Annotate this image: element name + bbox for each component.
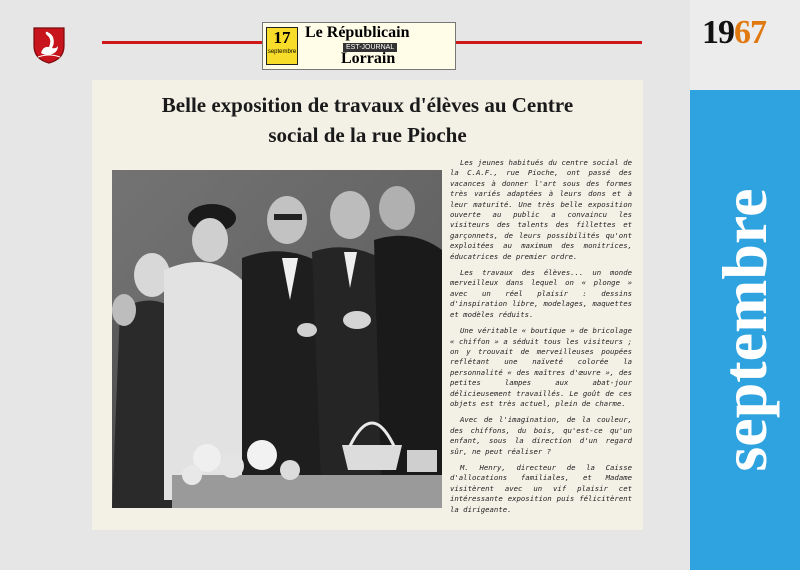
year-label — [702, 14, 766, 52]
masthead-subtitle: EST-JOURNAL — [343, 43, 397, 52]
swan-crest-icon — [32, 26, 66, 64]
article-body — [450, 158, 632, 521]
masthead-title-line2: Lorrain — [341, 50, 396, 67]
article-paragraph: Les travaux des élèves... un monde merveilleux dans lequel on « plonge » avec un réel plaisir : dessins d'inspiration libre, modelages, maquettes et modèles réduits. — [450, 268, 632, 319]
year-part-2: 67 — [734, 14, 766, 51]
headline-line-1: Belle exposition de travaux d'élèves au Centre — [161, 93, 574, 117]
newspaper-masthead — [262, 22, 456, 70]
article-paragraph: Une véritable « boutique » de bricolage « chiffon » a séduit tous les visiteurs ; on y trouvait de merveilleuses poupées reflétant une naïveté colorée la personnalité « des maîtres d'œuvre », des petites lampes aux abat-jour délicieusement travaillés. Le goût de ces objets est très actuel, plein de charme. — [450, 326, 632, 408]
month-sidebar — [690, 0, 800, 570]
month-label-vertical: septembre — [709, 188, 780, 472]
date-day: 17 — [273, 28, 291, 47]
headline-line-2: social de la rue Pioche — [268, 123, 467, 147]
article-paragraph: Avec de l'imagination, de la couleur, des chiffons, du bois, qu'est-ce qu'un enfant, sous la direction d'un regard sûr, ne peut réaliser ? — [450, 415, 632, 456]
article-headline — [92, 90, 643, 150]
header-rule-right — [456, 41, 642, 44]
article-photo — [112, 170, 442, 508]
article-paragraph: M. Henry, directeur de la Caisse d'allocations familiales, et Madame visitèrent avec un vif plaisir cet intéressante exposition puis félicitèrent la dirigeante. — [450, 462, 632, 514]
year-part-1: 19 — [702, 14, 734, 51]
article-paragraph: Les jeunes habitués du centre social de la C.A.F., rue Pioche, ont passé des vacances à donner l'art sous des formes très variés adaptées à leurs dons et à leur maturité. Une très belle exposition ouverte au public a convaincu les visiteurs des talents des fillettes et garçonnets, de leurs possibilités qu'ont exploitées au maximum des monitrices, éducatrices de premier ordre. — [450, 158, 632, 261]
header-rule-left — [102, 41, 262, 44]
newspaper-clipping — [92, 80, 643, 530]
date-month: septembre — [267, 49, 297, 55]
year-box — [690, 0, 800, 90]
masthead-title-line1: Le Républicain — [305, 24, 410, 41]
date-badge — [266, 27, 298, 65]
